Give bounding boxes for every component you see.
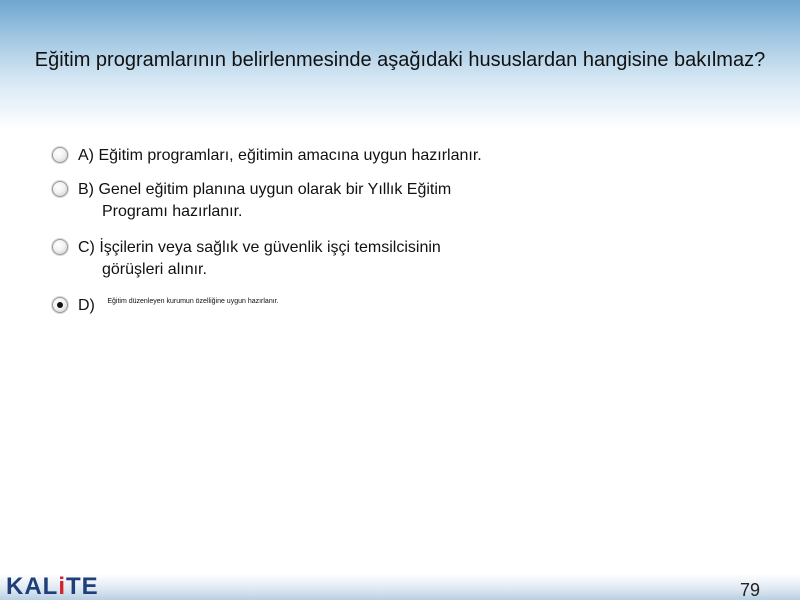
option-d[interactable] (52, 295, 572, 317)
question-text: Eğitim programlarının belirlenmesinde aşağıdaki hususlardan hangisine bakılmaz? (34, 49, 766, 71)
logo-text-i: i (58, 573, 66, 600)
option-c[interactable] (52, 237, 572, 281)
option-a[interactable] (52, 145, 572, 167)
option-b-key: B) (78, 181, 94, 198)
option-c-key: C) (78, 239, 95, 256)
radio-option-b[interactable] (52, 181, 68, 197)
radio-option-a[interactable] (52, 147, 68, 163)
logo-text-te: TE (66, 573, 99, 600)
option-b-label-line2: Programı hazırlanır. (102, 203, 243, 220)
option-c-label-line2: görüşleri alınır. (102, 261, 207, 278)
option-a-key: A) (78, 147, 94, 164)
option-a-label: Eğitim programları, eğitimin amacına uygun hazırlanır. (98, 147, 482, 164)
option-b[interactable] (52, 179, 572, 223)
option-d-label: Eğitim düzenleyen kurumun özelliğine uygun hazırlanır. (107, 298, 279, 305)
option-b-text (78, 181, 572, 223)
logo-text-kal: KAL (6, 573, 59, 600)
footer-gradient-band (0, 574, 800, 600)
page-number: 79 (739, 580, 760, 600)
answer-options (52, 145, 572, 317)
kalite-logo (6, 574, 99, 600)
option-d-key: D) (78, 297, 95, 314)
radio-option-c[interactable] (52, 239, 68, 255)
option-c-label-line1: İşçilerin veya sağlık ve güvenlik işçi temsilcisinin (99, 239, 441, 256)
option-c-text (78, 239, 572, 281)
option-d-text (78, 297, 279, 314)
radio-option-d[interactable] (52, 297, 68, 313)
option-a-text (78, 147, 482, 164)
option-b-label-line1: Genel eğitim planına uygun olarak bir Yıllık Eğitim (98, 181, 452, 198)
